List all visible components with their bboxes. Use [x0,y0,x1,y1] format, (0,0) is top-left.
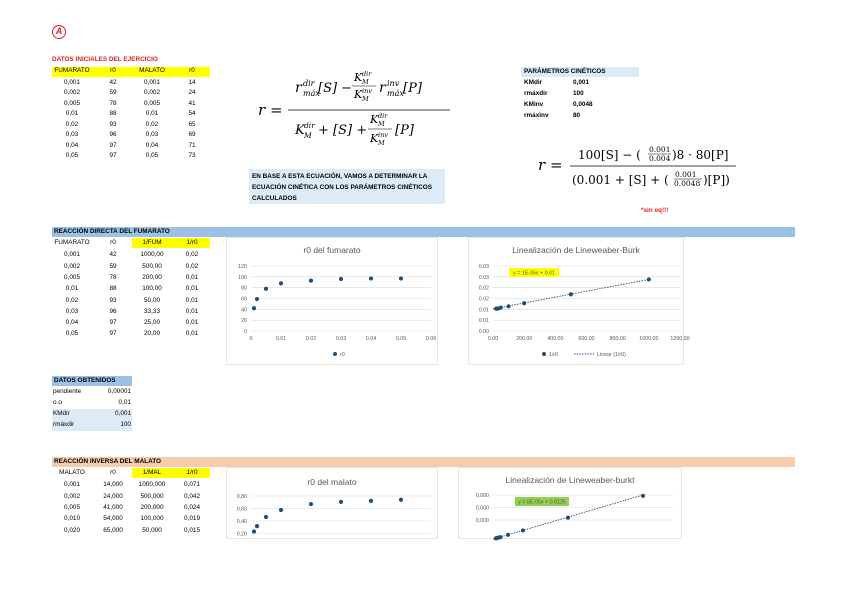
equation-note-text: EN BASE A ESTA ECUACIÓN, VAMOS A DETERMINAR LA ECUACIÓN CINÉTICA CON LOS PARÁMETROS CINÉTICOS CALCULADOS [252,173,433,202]
obtained-label: o.o [53,399,62,406]
obtained-row [52,387,132,398]
table-cell: 0,01 [185,273,199,281]
table-cell: 0,071 [184,481,200,489]
table-cell: 0,001 [64,481,80,489]
data-point [399,498,403,502]
data-point [255,297,259,301]
table-cell: 0,01 [65,110,79,117]
legend-label: Linear (1/r0) [597,352,626,358]
table-header-cell: MALATO [139,67,165,74]
table-cell: 88 [109,110,117,117]
x-tick-label: 0.04 [365,336,377,342]
table-cell: 0,01 [185,330,199,338]
table-cell: 500,000 [140,492,164,500]
svg-text:máx: máx [303,89,320,98]
param-value: 100 [573,90,584,97]
table-cell: 73 [188,152,196,159]
svg-text:inv: inv [387,79,400,88]
svg-text:dir: dir [378,112,388,120]
data-point [494,307,498,311]
table-cell: 200,000 [140,503,164,511]
param-label: rmáxdir [524,90,548,97]
data-point [252,306,256,310]
obtained-label: rmáxdir [53,421,75,428]
data-point [641,494,645,498]
inverse-reaction-title: REACCIÓN INVERSA DEL MALATO [52,457,795,467]
y-tick-label: 120 [238,264,247,270]
svg-text:)[P]): )[P]) [703,173,730,187]
table-cell: 0,005 [64,503,80,511]
table-cell: 0,05 [65,152,79,159]
obtained-value: 0,01 [118,399,131,406]
data-point [309,279,313,283]
table-cell: 78 [109,99,117,107]
table-cell: 0,05 [65,330,79,338]
table-header-cell: 1/MAL [142,469,162,476]
svg-text:r: r [295,80,302,96]
table-header-cell: r0 [189,67,195,74]
table-cell: 0,020 [64,526,80,534]
equation-text: y = 6E-05x + 0.0125 [518,499,566,506]
param-label: rmáxinv [524,112,549,119]
equation-label [515,497,569,506]
table-cell: 0,001 [144,78,160,86]
obtained-row [52,398,132,409]
svg-text:dir: dir [303,79,315,88]
y-tick-label: 0.00 [478,329,489,335]
x-tick-label: 0 [249,336,253,342]
table-cell: 0,01 [185,285,199,293]
data-point [255,524,259,528]
y-tick-label: 0 [244,329,247,335]
table-cell: 0,001 [64,78,80,86]
y-tick-label: 20 [241,318,247,325]
table-cell: 0,042 [184,492,200,500]
table-cell: 0,01 [145,110,159,117]
param-label: KMinv [524,101,544,108]
table-cell: 0,001 [64,251,80,259]
table-cell: 97 [109,152,117,159]
data-point [647,277,651,281]
legend-marker [333,352,337,356]
table-cell: 33,33 [144,307,160,315]
table-cell: 1000,00 [140,251,164,259]
x-tick-label: 0.02 [305,336,317,342]
x-tick-label: 600.00 [578,336,595,342]
data-point [279,508,283,512]
y-tick-label: 0.01 [478,318,489,325]
table-header-cell: r0 [110,469,116,476]
svg-text:M: M [304,131,312,140]
table-cell: 100,000 [140,515,164,523]
param-value: 0,001 [573,79,589,86]
table-cell: 0,04 [65,141,79,149]
chart-r0-malato[interactable] [226,467,438,539]
table-cell: 200,00 [142,273,162,281]
svg-text:[P]: [P] [395,123,414,138]
obtained-row [52,409,132,420]
table-cell: 0,02 [145,120,159,128]
table-cell: 0,002 [64,492,80,500]
svg-text:(0.001 + [S] + (: (0.001 + [S] + ( [572,173,669,187]
svg-text:[S] −: [S] − [318,81,353,96]
table-cell: 97 [109,141,117,149]
table-cell: 65 [188,120,196,128]
table-cell: 0,02 [65,120,79,128]
table-cell: 0,002 [64,89,80,96]
svg-text:+ [S] +: + [S] + [318,123,368,138]
chart-lineweaver-malato-title: Linealización de Lineweaber-burkt [505,475,635,485]
table-cell: 0,010 [64,515,80,523]
obtained-label: KMdir [53,410,70,417]
svg-text:dir: dir [362,70,372,78]
svg-text:dir: dir [304,121,315,130]
table-cell: 0,04 [65,319,79,327]
table-cell: 0,05 [145,152,159,159]
table-cell: 0,002 [144,89,160,96]
data-point [309,502,313,506]
svg-text:[P]: [P] [403,81,422,96]
table-cell: 59 [109,262,117,270]
x-tick-label: 400.00 [547,336,564,342]
x-tick-label: 0.03 [335,336,347,342]
sin-eq-note: *sin eq!!! [641,207,669,214]
data-point [252,529,256,533]
chart-lineweaver-malato[interactable] [458,467,682,539]
table-cell: 0,02 [185,262,199,270]
table-cell: 0,019 [184,515,200,523]
table-cell: 78 [109,273,117,281]
y-tick-label: 100 [238,274,247,281]
table-cell: 97 [109,330,117,338]
table-cell: 42 [109,251,117,259]
table-header-cell: 1/r0 [186,469,198,476]
table-cell: 0,02 [185,251,199,259]
svg-text:K: K [354,71,363,84]
table-cell: 0,03 [65,131,79,138]
chart-lineweaver-fumarato-plot [469,238,690,366]
table-cell: 97 [109,319,117,327]
svg-text:K: K [354,88,363,101]
table-cell: 96 [109,131,117,138]
y-tick-label: 0,20 [236,531,247,538]
chart-r0-fumarato-plot [227,238,439,366]
initial-data-title: DATOS INICIALES DEL EJERCICIO [52,56,158,63]
table-header-cell: MALATO [59,469,85,476]
table-cell: 100,00 [142,285,162,293]
section-marker-letter: A [55,26,63,36]
y-tick-label: 0,80 [236,494,247,500]
rate-equation-numeric [538,140,738,190]
table-cell: 0,02 [65,296,79,304]
table-cell: 0,03 [65,307,79,315]
table-cell: 0,01 [185,296,199,304]
table-cell: 0,01 [65,285,79,293]
svg-text:K: K [370,113,379,126]
x-tick-label: 0.05 [395,336,407,342]
table-cell: 0,024 [184,503,200,511]
data-point [399,276,403,280]
table-cell: 54 [188,110,196,117]
y-tick-label: 0.03 [478,264,489,270]
chart-r0-malato-title: r0 del malato [307,477,357,487]
table-cell: 65,000 [103,526,123,534]
obtained-label: pendiente [53,388,82,395]
y-tick-label: 0,000 [475,505,489,512]
svg-text:K: K [370,132,379,145]
chart-lineweaver-fumarato-title: Linealización de Lineweaber-Burk [512,245,640,255]
direct-reaction-title: REACCIÓN DIRECTA DEL FUMARATO [52,227,795,237]
table-cell: 96 [109,307,117,315]
table-cell: 0,01 [185,319,199,327]
table-cell: 24,000 [103,492,123,500]
table-cell: 500,00 [142,262,162,270]
y-tick-label: 40 [241,307,247,314]
table-header-cell: FUMARATO [54,67,90,74]
legend-label: 1/r0 [549,352,559,358]
table-cell: 20,00 [144,330,160,338]
param-label: KMdir [524,79,543,86]
table-cell: 50,00 [144,296,160,304]
y-tick-label: 0.02 [478,285,489,292]
chart-lineweaver-fumarato[interactable] [468,237,690,365]
x-tick-label: 200.00 [516,336,533,342]
table-cell: 41,000 [103,503,123,511]
table-header-cell: r0 [110,67,116,74]
table-cell: 0,04 [145,141,159,149]
section-marker [52,25,66,39]
svg-text:máx: máx [387,89,404,98]
data-point [369,499,373,503]
svg-text:inv: inv [378,131,388,139]
legend-label: r0 [340,352,345,358]
table-cell: 14,000 [103,481,123,489]
obtained-value: 0,001 [115,410,131,417]
svg-text:r: r [379,80,386,96]
obtained-title: DATOS OBTENIDOS [52,376,132,386]
table-cell: 0,03 [145,131,159,138]
obtained-value: 100 [120,421,131,428]
svg-text:M: M [362,95,369,103]
legend-marker [542,352,546,356]
y-tick-label: 0.03 [478,274,489,281]
svg-text:0.001: 0.001 [649,145,671,154]
x-tick-label: 0.06 [425,336,437,342]
y-tick-label: 80 [241,285,247,292]
table-cell: 0,002 [64,262,80,270]
svg-text:)8 · 80[P]: )8 · 80[P] [672,148,729,162]
data-point [339,500,343,504]
data-point [566,516,570,520]
table-cell: 50,000 [142,526,162,534]
y-tick-label: 0.02 [478,296,489,303]
x-tick-label: 1200.00 [670,336,690,342]
table-header-cell: FUMARATO [54,239,90,246]
table-cell: 69 [188,131,196,138]
params-title: PARÁMETROS CINÉTICOS [521,67,639,77]
data-point [369,276,373,280]
svg-text:inv: inv [362,87,372,95]
chart-r0-fumarato-title: r0 del fumarato [303,245,361,255]
x-tick-label: 0.00 [487,336,499,342]
equation-label [509,268,559,277]
data-point [521,528,525,532]
table-cell: 42 [109,78,117,86]
table-cell: 71 [188,141,196,149]
chart-r0-fumarato[interactable] [226,237,438,365]
table-cell: 93 [109,296,117,304]
y-tick-label: 0,000 [475,518,489,524]
table-cell: 1000,000 [138,481,166,489]
param-value: 80 [573,112,581,119]
table-header-cell: 1/r0 [186,239,198,246]
svg-text:0.0048: 0.0048 [674,179,701,188]
data-point [279,281,283,285]
param-value: 0,0048 [573,101,593,108]
table-cell: 59 [109,89,117,96]
data-point [264,287,268,291]
table-cell: 93 [109,120,117,128]
data-point [506,304,510,308]
data-point [264,515,268,519]
data-point [498,535,502,539]
table-cell: 0,005 [64,273,80,281]
svg-text:M: M [378,120,385,128]
table-header-cell: 1/FUM [142,239,162,246]
y-tick-label: 0,60 [236,506,247,513]
table-cell: 88 [109,285,117,293]
data-point [339,277,343,281]
table-cell: 0,005 [144,99,160,107]
rate-equation-numeric-svg [538,140,738,190]
y-tick-label: 0,40 [236,519,247,525]
table-header-cell: r0 [110,239,116,246]
svg-text:M: M [362,78,369,86]
table-cell: 25,00 [144,319,160,327]
table-cell: 14 [188,78,196,86]
svg-text:M: M [378,139,385,147]
x-tick-label: 800.00 [609,336,626,342]
table-cell: 24 [188,89,196,96]
x-tick-label: 0.01 [275,336,287,342]
x-tick-label: 1000.00 [639,336,659,342]
rate-equation-general-svg [258,62,458,154]
obtained-row [52,420,132,431]
svg-text:0.001: 0.001 [675,170,697,179]
svg-text:100[S] − (: 100[S] − ( [578,148,641,162]
data-point [522,301,526,305]
svg-text:r =: r = [258,101,283,119]
svg-text:0.004: 0.004 [649,154,671,163]
y-tick-label: 0,000 [475,493,489,499]
y-tick-label: 0.01 [478,307,489,314]
table-cell: 0,015 [184,526,200,534]
rate-equation-general [258,62,458,154]
table-cell: 0,01 [185,307,199,315]
data-point [569,292,573,296]
obtained-value: 0,00001 [107,388,131,395]
table-cell: 41 [188,99,196,107]
svg-text:K: K [295,123,305,138]
data-point [506,533,510,537]
equation-note [249,169,445,204]
equation-text: y = 1E-05x + 0.01 [513,270,555,277]
svg-text:r =: r = [538,156,563,174]
y-tick-label: 60 [241,296,247,303]
table-cell: 54,000 [103,515,123,523]
table-cell: 0,005 [64,99,80,107]
